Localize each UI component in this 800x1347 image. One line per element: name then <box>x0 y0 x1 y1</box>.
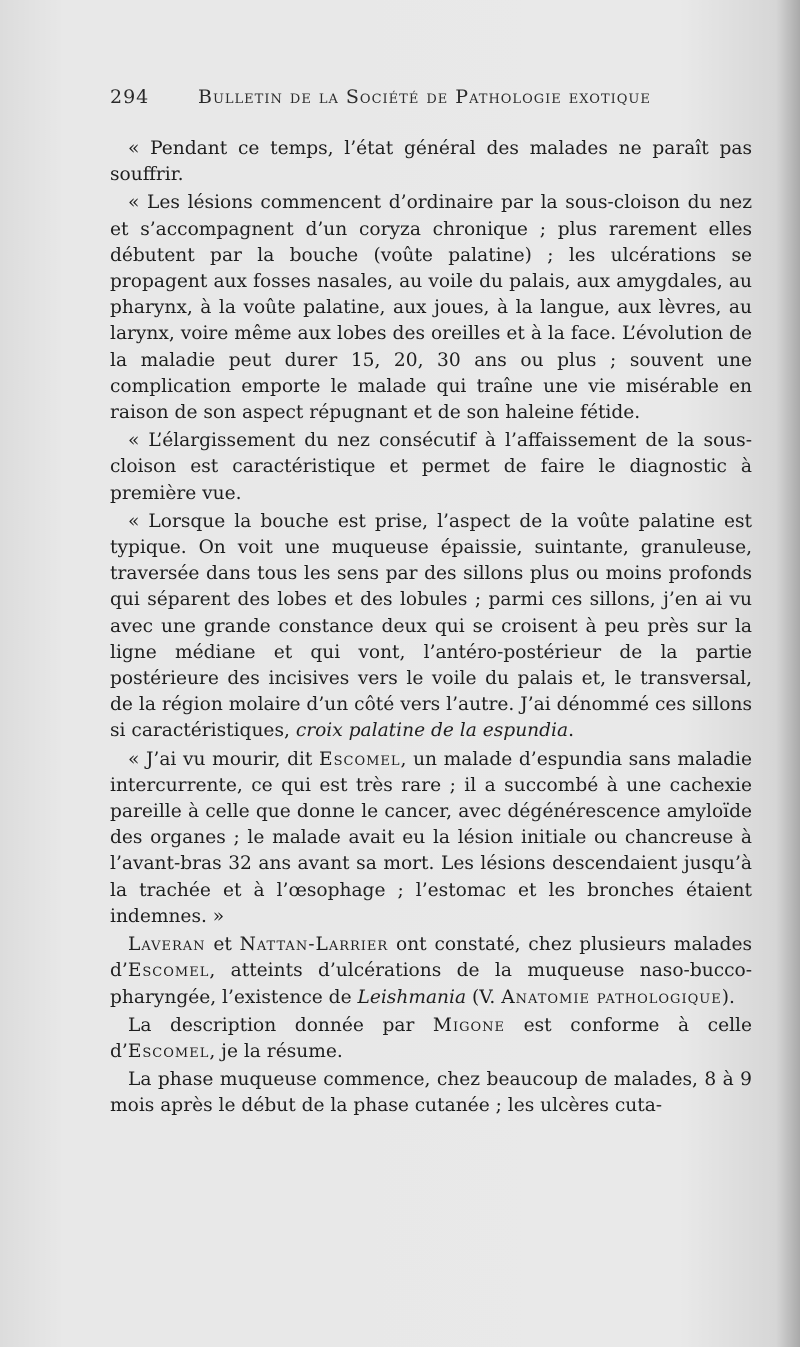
page-number: 294 <box>110 86 150 108</box>
text-run: « Les lésions commencent d’ordinaire par la sous-cloison du nez et s’accompagnent d’un coryza chronique ; plus rarement elles débutent par la bouche (voûte palatine) ; les ulcérations se propagent aux fosses nasales, au voile du palais, aux amygdales, au pharynx, à la voûte palatine, aux joues, à la langue, aux lèvres, au larynx, voire même aux lobes des oreilles et à la face. L’évolution de la maladie peut durer 15, 20, 30 ans ou plus ; souvent une complication emporte le malade qui traîne une vie misérable en raison de son aspect répugnant et de son haleine fétide. <box>110 192 752 424</box>
text-run: , atteints d’ulcérations de la muqueuse naso-bucco-pharyngée, l’existence de <box>110 960 752 1008</box>
paragraph <box>110 747 752 930</box>
author-name: Escomel <box>319 748 401 770</box>
text-run: « Lorsque la bouche est prise, l’aspect de la voûte palatine est typique. On voit une muqueuse épaissie, suintante, granuleuse, traversée dans tous les sens par des sillons plus ou moins profonds qui séparent des lobes et des lobules ; parmi ces sillons, j’en ai vu avec une grande constance deux qui se croisent à peu près sur la ligne médiane et qui vont, l’antéro-postérieur de la partie postérieure des incisives vers le voile du palais et, le transversal, de la région molaire d’un côté vers l’autre. J’ai dénommé ces sillons si caractéristiques, <box>110 510 752 742</box>
body-text <box>110 136 752 1122</box>
running-header <box>110 86 750 108</box>
author-name: Nattan-Larrier <box>239 934 389 956</box>
author-name: Escomel <box>127 1040 210 1062</box>
text-run: , je la résume. <box>209 1040 343 1062</box>
text-run: La phase muqueuse commence, chez beaucoup de malades, 8 à 9 mois après le début de la phase cutanée ; les ulcères cuta- <box>110 1069 752 1117</box>
paragraph <box>110 1067 752 1119</box>
author-name: Laveran <box>128 934 206 956</box>
paragraph <box>110 1013 752 1065</box>
paragraph <box>110 136 752 188</box>
text-run: « J’ai vu mourir, dit <box>128 748 320 770</box>
section-reference: Anatomie pathologique <box>501 986 722 1008</box>
running-title: Bulletin de la Société de Pathologie exotique <box>198 86 651 108</box>
paragraph <box>110 190 752 426</box>
text-run: , un malade d’espundia sans maladie intercurrente, ce qui est très rare ; il a succombé à une cachexie pareille à celle que donne le cancer, avec dégénérescence amyloïde des organes ; le malade avait eu la lésion initiale ou chancreuse à l’avant-bras 32 ans avant sa mort. Les lésions descendaient jusqu’à la trachée et à l’œsophage ; l’estomac et les bronches étaient indemnes. » <box>110 748 752 927</box>
italic-term: Leishmania <box>357 986 467 1008</box>
text-run: et <box>205 934 240 956</box>
paragraph <box>110 509 752 745</box>
italic-term: croix palatine de la espundia <box>295 720 569 742</box>
text-run: est conforme à celle d’ <box>110 1014 752 1062</box>
text-run: « Pendant ce temps, l’état général des malades ne paraît pas souffrir. <box>110 138 752 186</box>
text-run: ont constaté, chez plusieurs malades d’ <box>110 934 753 982</box>
text-run: « L’élargissement du nez consécutif à l’affaissement de la sous-cloison est caractéristique et permet de faire le diagnostic à première vue. <box>110 430 752 504</box>
paragraph <box>110 932 752 1011</box>
paragraph <box>110 428 752 507</box>
text-run: . <box>568 720 574 742</box>
text-run: ). <box>721 986 735 1008</box>
author-name: Migone <box>432 1014 506 1036</box>
text-run: La description donnée par <box>128 1014 433 1036</box>
author-name: Escomel <box>127 960 210 982</box>
text-run: (V. <box>466 986 502 1008</box>
